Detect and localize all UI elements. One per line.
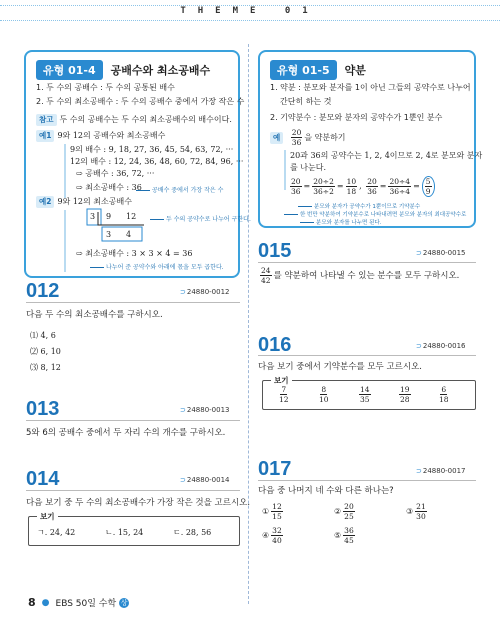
problem-number-012: 012 <box>26 280 60 302</box>
example-tag: 예 <box>270 132 283 144</box>
bogi-fraction-4: $\frac{19}{28}$ <box>400 385 410 404</box>
problem-017-choice-3[interactable]: ③ $\frac{21}{30}$ <box>406 502 426 521</box>
example-2-title: 예2 9와 12의 최소공배수 <box>36 196 132 208</box>
example-1-tag: 예1 <box>36 130 54 142</box>
example-1-title: 예1 9와 12의 공배수와 최소공배수 <box>36 130 165 142</box>
problem-code-012: ⊃ 24880-0012 <box>180 288 229 296</box>
multiples-of-12: 12의 배수 : 12, 24, 36, 48, 60, 72, 84, 96, ··· <box>70 157 244 166</box>
problem-012-choice-3: ⑶ 8, 12 <box>30 363 61 372</box>
ladder-note: 두 수의 공약수로 나누어 구한다. <box>150 214 251 223</box>
problem-017-choice-5[interactable]: ⑤ $\frac{36}{45}$ <box>334 526 354 545</box>
bogi-fraction-2: $\frac{8}{10}$ <box>319 385 329 404</box>
gcd-note-1: 한 번만 약분하여 기약분수로 나타내려면 분모와 분자의 최대공약수로 <box>284 210 466 218</box>
example-explain-b: 를 나눈다. <box>290 163 326 172</box>
bogi-fraction-1: $\frac{7}{12}$ <box>279 385 289 404</box>
problem-number-017: 017 <box>258 458 292 480</box>
problem-code-016: ⊃ 24880-0016 <box>416 342 465 350</box>
bogi-item-3: ㄷ. 28, 56 <box>173 528 212 537</box>
problem-013-question: 5와 6의 공배수 중에서 두 자리 수의 개수를 구하시오. <box>26 428 226 438</box>
problem-014-question: 다음 보기 중 두 수의 최소공배수가 가장 작은 것을 고르시오. <box>26 498 251 508</box>
concept-box-reduce <box>258 50 483 228</box>
example-2-tag: 예2 <box>36 196 54 208</box>
column-divider <box>248 44 249 604</box>
ladder-a: 9 <box>106 212 112 221</box>
type-title: 약분 <box>344 64 366 77</box>
ladder-b: 12 <box>126 212 137 221</box>
bogi-item-2: ㄴ. 15, 24 <box>105 528 144 537</box>
theme-label: THEME 01 <box>180 6 320 16</box>
bogi-item-1: ㄱ. 24, 42 <box>37 528 76 537</box>
type-badge: 유형 01-5 <box>270 60 337 80</box>
common-multiples: ⇨ 공배수 : 36, 72, ··· <box>76 169 155 178</box>
tip-line <box>36 114 232 126</box>
reduction-calc: $\frac{20}{36}$ = $\frac{20\div 2}{36\div 2}$ = $\frac{10}{18}$ , $\frac{20}{36}$ = $\frac{20\div 4}{36\div 4}$ = $\frac{5}{9}$ <box>288 176 437 197</box>
problem-016-question: 다음 보기 중에서 기약분수를 모두 고르시오. <box>258 362 423 372</box>
multiples-of-9: 9의 배수 : 9, 18, 27, 36, 45, 54, 63, 72, ··· <box>70 145 234 154</box>
product-note: 나누어 준 공약수와 아래에 몫을 모두 곱한다. <box>90 262 224 271</box>
theme-header <box>0 0 500 22</box>
problem-012-choice-1: ⑴ 4, 6 <box>30 331 56 340</box>
example-explain-a: 20과 36의 공약수는 1, 2, 4이므로 2, 4로 분모와 분자 <box>290 151 483 160</box>
problem-code-017: ⊃ 24880-0017 <box>416 467 465 475</box>
example-title: 예 $\frac{20}{36}$ 을 약분하기 <box>270 128 346 147</box>
problem-number-013: 013 <box>26 398 60 420</box>
problem-number-014: 014 <box>26 468 60 490</box>
book-title: EBS 50일 수학 <box>55 599 117 609</box>
bogi-fraction-5: $\frac{6}{18}$ <box>439 385 449 404</box>
bullet-icon: ● <box>41 597 50 608</box>
definition-2: 2. 기약분수 : 분모와 분자의 공약수가 1뿐인 분수 <box>270 113 443 122</box>
definition-1: 1. 약분 : 분모와 분자를 1이 아닌 그들의 공약수로 나누어 <box>270 83 471 92</box>
bogi-box-014 <box>28 512 240 546</box>
problem-017-choice-1[interactable]: ① $\frac{12}{15}$ <box>262 502 282 521</box>
problem-017-choice-4[interactable]: ④ $\frac{32}{40}$ <box>262 526 282 545</box>
type-title: 공배수와 최소공배수 <box>110 64 211 77</box>
tip-text: 두 수의 공배수는 두 수의 최소공배수의 배수이다. <box>59 115 232 124</box>
level-badge: 상 <box>120 598 128 607</box>
definition-2: 2. 두 수의 최소공배수 : 두 수의 공배수 중에서 가장 작은 수 <box>36 97 245 106</box>
problem-015-question: $\frac{24}{42}$ 를 약분하여 나타낼 수 있는 분수를 모두 구하시오. <box>261 266 460 285</box>
page-number: 8 <box>28 596 36 609</box>
bogi-box-016 <box>262 376 476 410</box>
lcm-result-2: ⇨ 최소공배수 : 3 × 3 × 4 = 36 <box>76 249 193 258</box>
problem-017-choice-2[interactable]: ② $\frac{20}{25}$ <box>334 502 354 521</box>
definition-1: 1. 두 수의 공배수 : 두 수의 공통된 배수 <box>36 83 175 92</box>
ladder-qb: 4 <box>126 230 132 239</box>
page-footer <box>28 596 129 609</box>
problem-012-question: 다음 두 수의 최소공배수를 구하시오. <box>26 310 163 320</box>
problem-017-question: 다음 중 나머지 네 수와 다른 하나는? <box>258 486 394 496</box>
problem-code-015: ⊃ 24880-0015 <box>416 249 465 257</box>
bogi-label: 보기 <box>37 511 58 522</box>
lcm-note: 공배수 중에서 가장 작은 수 <box>136 185 223 194</box>
problem-number-015: 015 <box>258 240 292 262</box>
definition-1-cont: 간단히 하는 것 <box>280 97 332 106</box>
concept-box-lcm <box>24 50 251 278</box>
irreducible-note: 분모와 분자가 공약수가 1뿐이므로 기약분수 <box>298 202 420 210</box>
ladder-qa: 3 <box>106 230 112 239</box>
bogi-label: 보기 <box>271 375 292 386</box>
problem-012-choice-2: ⑵ 6, 10 <box>30 347 61 356</box>
type-badge: 유형 01-4 <box>36 60 103 80</box>
lcm-result-1: ⇨ 최소공배수 : 36 <box>76 183 142 192</box>
problem-code-014: ⊃ 24880-0014 <box>180 476 229 484</box>
ladder-divisor: 3 <box>90 212 96 221</box>
gcd-note-2: 분모와 분자를 나누면 된다. <box>300 218 381 226</box>
problem-number-016: 016 <box>258 334 292 356</box>
tip-tag: 참고 <box>36 114 57 126</box>
bogi-fraction-3: $\frac{14}{35}$ <box>360 385 370 404</box>
problem-code-013: ⊃ 24880-0013 <box>180 406 229 414</box>
